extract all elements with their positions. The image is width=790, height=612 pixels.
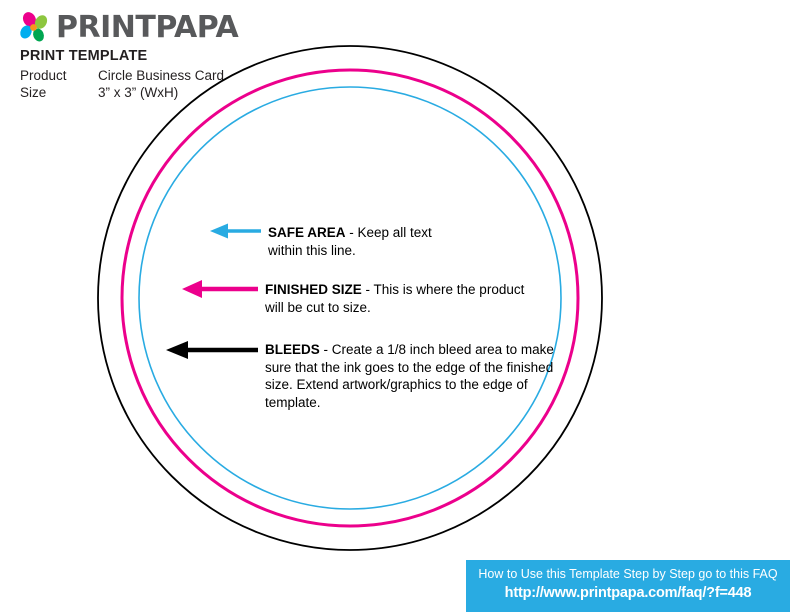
size-label: Size: [20, 85, 47, 100]
size-value: 3” x 3” (WxH): [98, 85, 179, 100]
callout-finished-size: [265, 281, 530, 316]
callout-safe-area: [268, 224, 468, 259]
callout-finished-size-title: FINISHED SIZE: [265, 282, 362, 297]
callout-finished-size-body: - This is where the product will be cut to size.: [265, 282, 525, 315]
faq-link[interactable]: http://www.printpapa.com/faq/?f=448: [504, 585, 752, 601]
faq-instruction-text: How to Use this Template Step by Step go to this FAQ: [478, 567, 778, 581]
product-label: Product: [20, 68, 67, 83]
safe-area-arrow: [210, 224, 261, 239]
faq-banner[interactable]: [466, 560, 790, 612]
page-title: PRINT TEMPLATE: [20, 48, 148, 64]
logo-wordmark: PRINTPAPA: [56, 10, 239, 45]
callout-bleeds: [265, 341, 565, 411]
product-value: Circle Business Card: [98, 68, 225, 83]
callout-safe-area-title: SAFE AREA: [268, 225, 346, 240]
bleeds-arrow: [166, 341, 258, 359]
callout-safe-area-body: - Keep all text within this line.: [268, 225, 432, 258]
finished-size-arrow: [182, 280, 258, 298]
callout-bleeds-body: - Create a 1/8 inch bleed area to make sure that the ink goes to the edge of the finished size. Extend artwork/graphics to the edge of template.: [265, 342, 554, 410]
callout-bleeds-title: BLEEDS: [265, 342, 320, 357]
